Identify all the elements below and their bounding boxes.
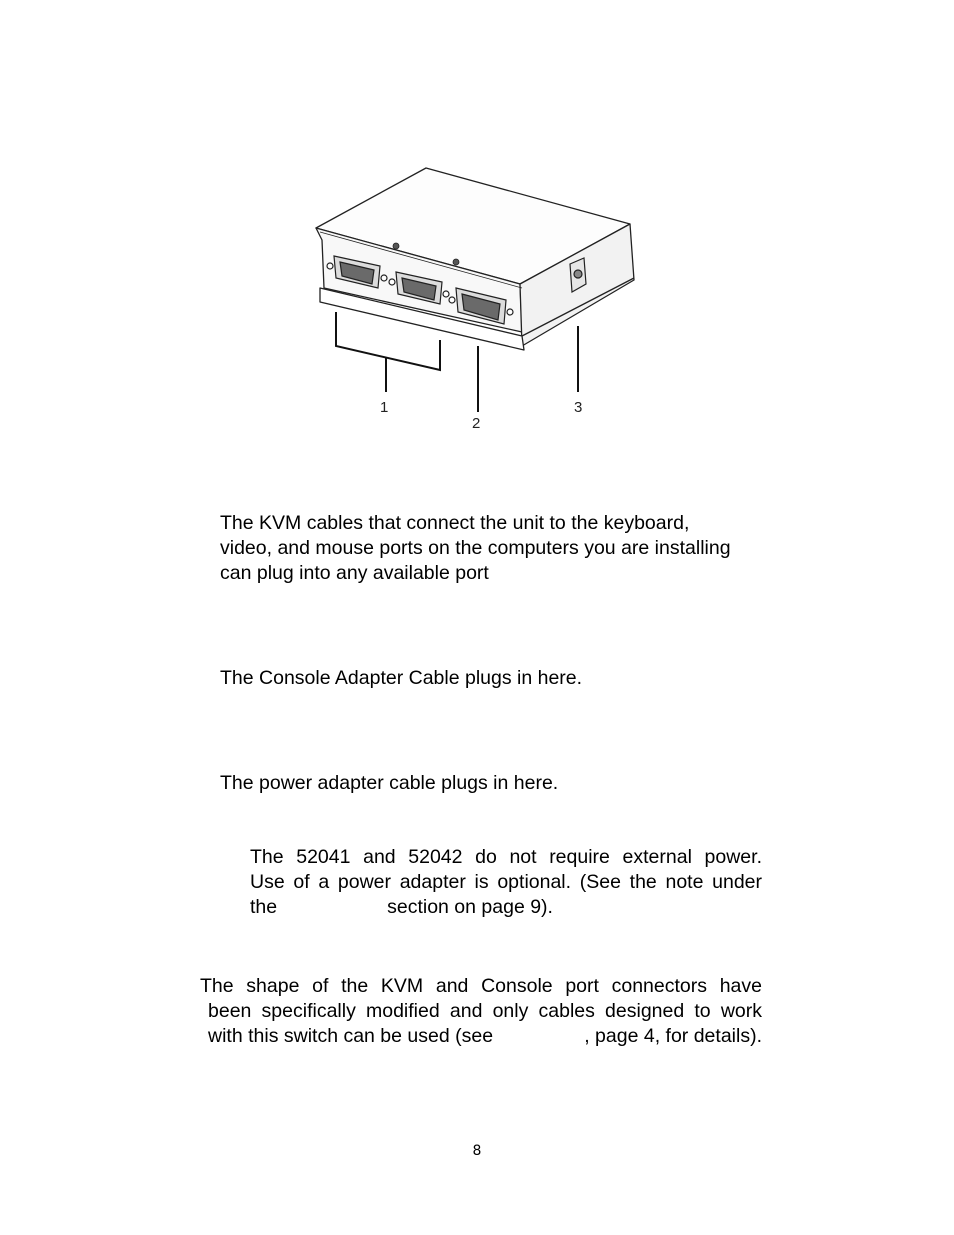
connectors-note-line-1: The shape of the KVM and Console port connectors have — [200, 975, 762, 997]
power-jack-description: The power adapter cable plugs in here. — [220, 772, 559, 794]
power-note-line-2: Use of a power adapter is optional. (See the note under — [250, 871, 762, 893]
connectors-note — [200, 974, 762, 1049]
power-note — [250, 845, 762, 920]
kvm-switch-diagram — [300, 160, 660, 440]
callout-label-1: 1 — [380, 399, 389, 416]
kvm-ports-line-1: The KVM cables that connect the unit to the keyboard, — [220, 512, 690, 534]
power-note-line-3-start: the — [250, 896, 278, 918]
console-port-description: The Console Adapter Cable plugs in here. — [220, 667, 583, 689]
power-note-line-3-end: section on page 9). — [387, 896, 553, 918]
connectors-note-line-3-start: with this switch can be used (see — [208, 1025, 494, 1047]
connectors-note-line-3-end: , page 4, for details). — [584, 1025, 762, 1047]
connectors-note-line-3 — [200, 1024, 762, 1049]
callout-label-2: 2 — [472, 415, 481, 432]
connectors-note-line-2: been specifically modified and only cables designed to work — [208, 1000, 762, 1022]
kvm-ports-line-3: can plug into any available port — [220, 562, 489, 584]
screw-icon — [453, 259, 459, 265]
kvm-ports-line-2: video, and mouse ports on the computers you are installing — [220, 537, 731, 559]
callout-label-3: 3 — [574, 399, 583, 416]
kvm-ports-description — [220, 511, 780, 586]
power-note-line-1: The 52041 and 52042 do not require external power. — [250, 846, 762, 868]
page-number: 8 — [472, 1143, 482, 1159]
screw-icon — [393, 243, 399, 249]
power-note-line-3 — [250, 895, 762, 920]
